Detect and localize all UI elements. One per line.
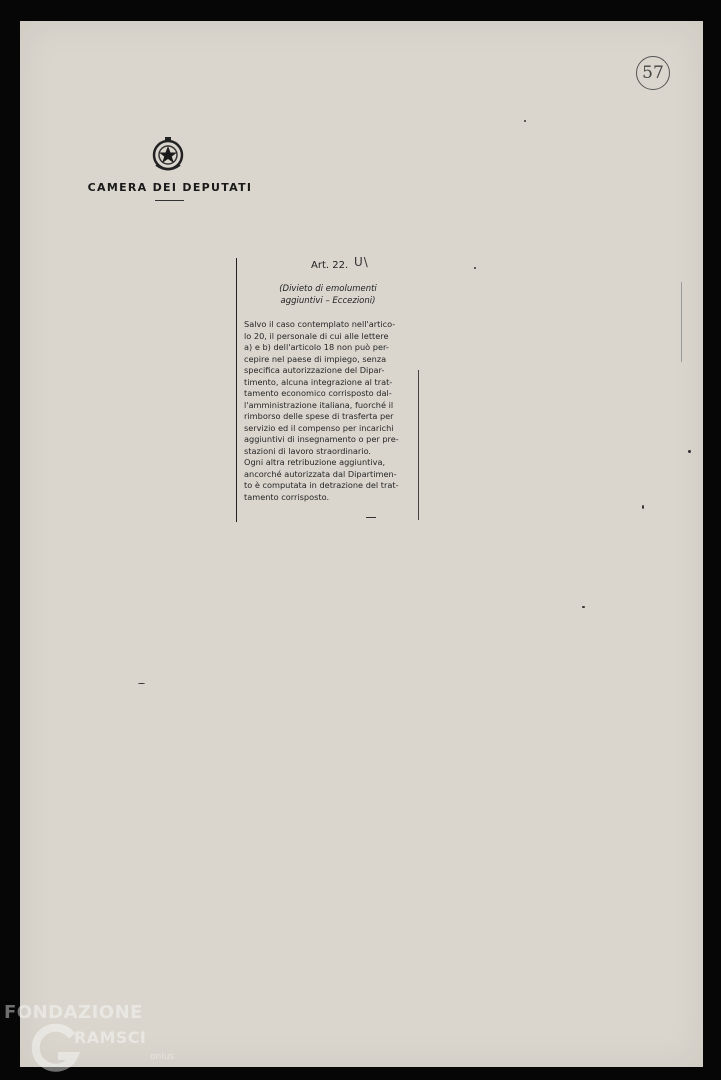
paper-speck xyxy=(524,120,526,122)
article-heading xyxy=(258,283,398,307)
article-body xyxy=(244,319,414,503)
fondazione-gramsci-watermark xyxy=(4,1000,184,1076)
body-line: rimborso delle spese di trasferta per xyxy=(244,411,394,421)
body-line: tamento economico corrisposto dal- xyxy=(244,388,392,398)
body-line: lo 20, il personale di cui alle lettere xyxy=(244,330,389,341)
paper-speck xyxy=(138,683,145,684)
title-underline xyxy=(155,200,184,201)
article-title: Art. 22. xyxy=(311,260,349,271)
margin-line xyxy=(681,282,682,362)
watermark-line-1: FONDAZIONE xyxy=(4,1002,143,1023)
clipping-border-right xyxy=(418,370,419,520)
body-line: l'amministrazione italiana, fuorché il xyxy=(244,399,394,410)
heading-line: (Divieto di emolumenti xyxy=(279,284,377,294)
institution-name: CAMERA DEI DEPUTATI xyxy=(87,181,253,194)
body-line: aggiuntivi di insegnamento o per pre- xyxy=(244,434,399,444)
clipping-border-left xyxy=(236,258,237,522)
body-line: timento, alcuna integrazione al trat- xyxy=(244,376,393,387)
body-line: servizio ed il compenso per incarichi xyxy=(244,422,394,433)
handwritten-mark: U\ xyxy=(354,255,369,269)
watermark-line-2: RAMSCI xyxy=(74,1028,147,1047)
body-line: cepire nel paese di impiego, senza xyxy=(244,353,387,364)
republic-emblem-icon xyxy=(150,137,186,175)
paper-speck xyxy=(474,267,476,269)
body-line: tamento corrisposto. xyxy=(244,491,330,502)
page-number: 57 xyxy=(636,56,670,90)
body-line: specifica autorizzazione del Dipar- xyxy=(244,365,385,375)
paper-speck xyxy=(642,505,644,509)
paper-speck xyxy=(582,606,585,608)
body-line: ancorché autorizzata dal Dipartimen- xyxy=(244,468,397,479)
body-line: Ogni altra retribuzione aggiuntiva, xyxy=(244,457,386,467)
heading-line: aggiuntivi – Eccezioni) xyxy=(280,296,376,306)
body-line: Salvo il caso contemplato nell'artico- xyxy=(244,319,396,329)
document-page xyxy=(20,21,703,1067)
body-line: a) e b) dell'articolo 18 non può per- xyxy=(244,342,389,352)
clipping-tail-mark xyxy=(366,517,376,518)
body-line: to è computata in detrazione del trat- xyxy=(244,480,399,490)
watermark-line-3: onlus xyxy=(150,1052,175,1062)
gramsci-g-logo-icon xyxy=(30,1020,80,1076)
paper-speck xyxy=(688,450,691,453)
body-line: stazioni di lavoro straordinario. xyxy=(244,445,372,456)
